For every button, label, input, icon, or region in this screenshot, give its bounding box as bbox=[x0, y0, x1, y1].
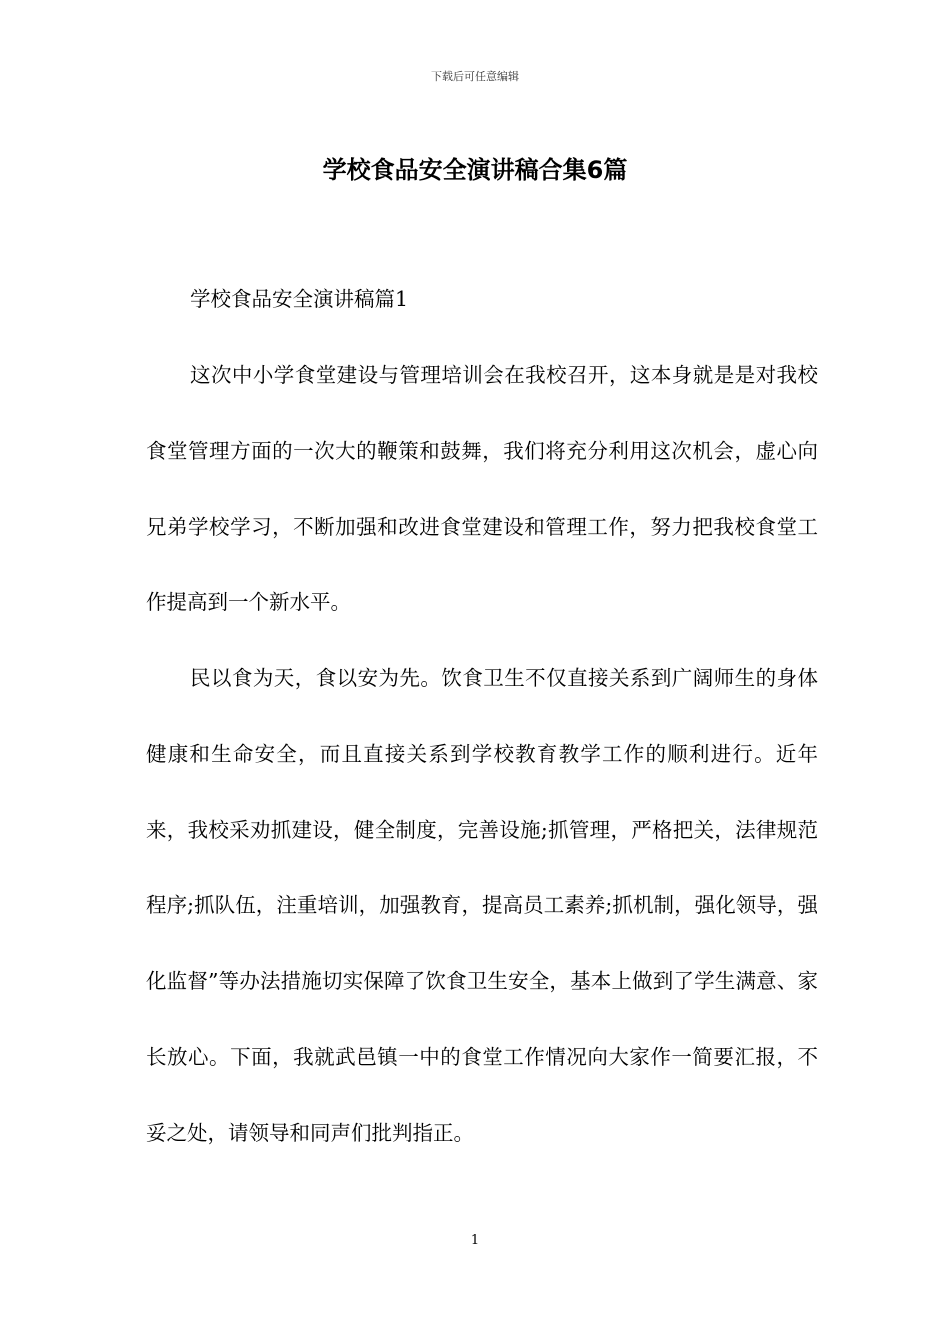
section-heading: 学校食品安全演讲稿篇1 bbox=[190, 287, 409, 311]
document-title: 学校食品安全演讲稿合集6篇 bbox=[322, 156, 628, 184]
page-number: 1 bbox=[470, 1233, 480, 1248]
paragraph-1: 这次中小学食堂建设与管理培训会在我校召开，这本身就是是对我校食堂管理方面的一次大的鞭策和鼓舞，我们将充分利用这次机会，虚心向兄弟学校学习，不断加强和改进食堂建设和管理工作，努力把我校食堂工作提高到一个新水平。 bbox=[146, 363, 818, 615]
paragraph-2: 民以食为天，食以安为先。饮食卫生不仅直接关系到广阔师生的身体健康和生命安全，而且直接关系到学校教育教学工作的顺利进行。近年来，我校采劝抓建设，健全制度，完善设施;抓管理，严格把关，法律规范程序;抓队伍，注重培训，加强教育，提高员工素养;抓机制，强化领导，强化监督”等办法措施切实保障了饮食卫生安全，基本上做到了学生满意、家长放心。下面，我就武邑镇一中的食堂工作情况向大家作一简要汇报，不妥之处，请领导和同声们批判指正。 bbox=[146, 666, 818, 1145]
header-note: 下载后可任意编辑 bbox=[431, 70, 519, 83]
